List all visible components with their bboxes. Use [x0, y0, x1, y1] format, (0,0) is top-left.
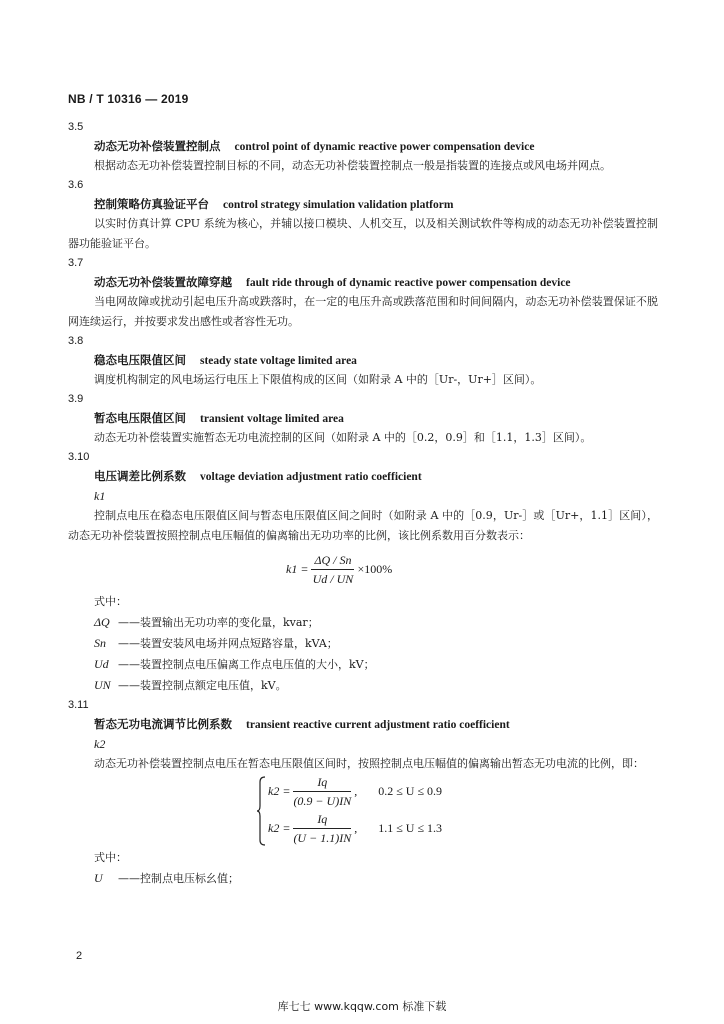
- formula-condition: 1.1 ≤ U ≤ 1.3: [378, 821, 443, 835]
- section-number: 3.11: [68, 699, 89, 711]
- symbol-text: ——装置安装风电场并网点短路容量，kVA；: [118, 637, 338, 650]
- formula-denominator: (0.9 − U)IN: [293, 794, 352, 808]
- term-heading: [68, 272, 658, 292]
- symbol-definition: [68, 633, 658, 654]
- formula-condition: 0.2 ≤ U ≤ 0.9: [378, 784, 443, 798]
- term-symbol: k2: [94, 737, 106, 751]
- formula-case: k2 = $\frac{Iq}{(U - 1.1)IN}$ , 1.1 ≤ U ≤ 1.3: [268, 812, 443, 845]
- formula-tail: ×100%: [357, 562, 393, 576]
- section-number: 3.7: [68, 257, 84, 269]
- term-en: control point of dynamic reactive power compensation device: [234, 141, 535, 153]
- page-number: 2: [76, 950, 83, 962]
- symbol-text: ——装置控制点额定电压值，kV。: [118, 679, 287, 692]
- formula-fraction: [311, 552, 354, 587]
- formula-fraction: [293, 774, 351, 809]
- section-3-8: [68, 332, 658, 390]
- definition-text: 控制点电压在稳态电压限值区间与暂态电压限值区间之间时（如附录 A 中的［0.9，Ur-］或［Ur+，1.1］区间），动态无功补偿装置按照控制点电压幅值的偏离输出无功功率的比例，该比例系数用百分数表示：: [68, 509, 658, 542]
- symbol: Sn: [94, 636, 106, 650]
- term-heading: [68, 194, 658, 214]
- formula-case: k2 = $\frac{Iq}{(0.9 - U)IN}$ , 0.2 ≤ U ≤ 0.9: [268, 775, 443, 808]
- term-en: transient voltage limited area: [200, 413, 344, 425]
- definition-text: 以实时仿真计算 CPU 系统为核心，并辅以接口模块、人机交互，以及相关测试软件等构成的动态无功补偿装置控制器功能验证平台。: [68, 217, 658, 250]
- term-heading: [68, 136, 658, 156]
- formula-lhs: k1 =: [286, 562, 309, 576]
- term-zh: 电压调差比例系数: [94, 469, 186, 483]
- symbol-text: ——控制点电压标幺值；: [118, 872, 239, 885]
- term-en: steady state voltage limited area: [200, 355, 357, 367]
- where-label: 式中：: [94, 851, 127, 864]
- symbol: UN: [94, 678, 111, 692]
- section-3-6: [68, 176, 658, 254]
- formula-denominator: (U − 1.1)IN: [293, 831, 352, 845]
- section-number: 3.10: [68, 451, 90, 463]
- section-3-11: [68, 696, 658, 889]
- left-brace-icon: [256, 776, 266, 846]
- term-zh: 暂态电压限值区间: [94, 411, 186, 425]
- term-zh: 稳态电压限值区间: [94, 353, 186, 367]
- section-3-9: [68, 390, 658, 448]
- section-3-10: [68, 448, 658, 696]
- term-heading: [68, 714, 658, 734]
- where-label: 式中：: [94, 595, 127, 608]
- term-zh: 控制策略仿真验证平台: [94, 197, 209, 211]
- symbol-text: ——装置输出无功功率的变化量，kvar；: [118, 616, 319, 629]
- footer-site-text: 库七七 www.kqqw.com 标准下载: [277, 1000, 447, 1013]
- symbol-definition: [68, 612, 658, 633]
- formula-numerator: Iq: [293, 774, 351, 792]
- symbol: Ud: [94, 657, 109, 671]
- symbol-definition: [68, 654, 658, 675]
- term-en: voltage deviation adjustment ratio coefficient: [200, 471, 422, 483]
- symbol-text: ——装置控制点电压偏离工作点电压值的大小，kV；: [118, 658, 375, 671]
- symbol: U: [94, 871, 103, 885]
- definition-text: 调度机构制定的风电场运行电压上下限值构成的区间（如附录 A 中的［Ur-，Ur+］区间）。: [94, 373, 542, 386]
- term-heading: [68, 408, 658, 428]
- term-heading: [68, 466, 658, 486]
- term-zh: 动态无功补偿装置控制点: [94, 139, 221, 153]
- symbol-definition: [68, 675, 658, 696]
- section-number: 3.9: [68, 393, 84, 405]
- term-heading: [68, 350, 658, 370]
- section-3-7: [68, 254, 658, 332]
- symbol: ΔQ: [94, 615, 110, 629]
- formula-k1: [68, 546, 658, 592]
- definition-text: 当电网故障或扰动引起电压升高或跌落时，在一定的电压升高或跌落范围和时间间隔内，动态无功补偿装置保证不脱网连续运行，并按要求发出感性或者容性无功。: [68, 295, 658, 328]
- formula-denominator: Ud / UN: [312, 572, 354, 586]
- term-zh: 暂态无功电流调节比例系数: [94, 717, 232, 731]
- section-number: 3.8: [68, 335, 84, 347]
- formula-numerator: Iq: [293, 811, 351, 829]
- formula-fraction: [293, 811, 351, 846]
- term-en: transient reactive current adjustment ratio coefficient: [246, 719, 510, 731]
- term-symbol: k1: [94, 489, 106, 503]
- term-zh: 动态无功补偿装置故障穿越: [94, 275, 232, 289]
- section-3-5: [68, 118, 658, 176]
- symbol-definitions: [68, 612, 658, 696]
- term-en: fault ride through of dynamic reactive power compensation device: [246, 277, 571, 289]
- term-en: control strategy simulation validation platform: [223, 199, 454, 211]
- formula-numerator: ΔQ / Sn: [311, 552, 354, 570]
- document-body: [68, 118, 658, 889]
- definition-text: 动态无功补偿装置控制点电压在暂态电压限值区间时，按照控制点电压幅值的偏离输出暂态无功电流的比例，即：: [94, 757, 644, 770]
- definition-text: 根据动态无功补偿装置控制目标的不同，动态无功补偿装置控制点一般是指装置的连接点或风电场并网点。: [94, 159, 611, 172]
- definition-text: 动态无功补偿装置实施暂态无功电流控制的区间（如附录 A 中的［0.2，0.9］和［1.1，1.3］区间）。: [94, 431, 592, 444]
- formula-lhs: k2 =: [268, 821, 291, 835]
- formula-k2: [68, 774, 658, 848]
- formula-lhs: k2 =: [268, 784, 291, 798]
- section-number: 3.5: [68, 121, 84, 133]
- standard-code: NB / T 10316 — 2019: [68, 92, 189, 106]
- section-number: 3.6: [68, 179, 84, 191]
- symbol-definition: [68, 868, 658, 889]
